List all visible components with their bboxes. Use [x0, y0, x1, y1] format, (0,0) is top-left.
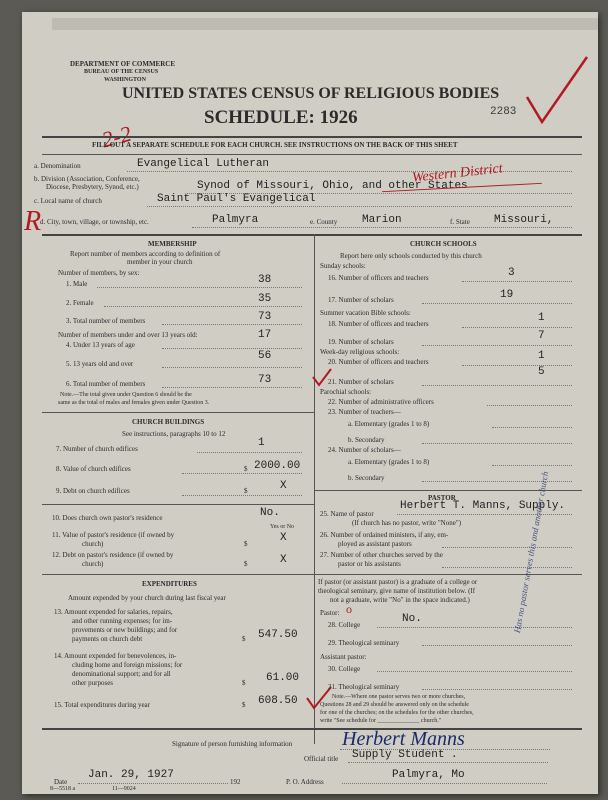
western-district-annotation: Western District: [411, 161, 504, 186]
q24-label: 24. Number of scholars—: [328, 446, 401, 454]
pastor-label: Pastor:: [320, 609, 340, 617]
q3-value: 73: [258, 311, 272, 323]
q20-label: 20. Number of officers and teachers: [328, 358, 429, 366]
pastor-inst-3: not a graduate, write "No" in the space indicated.): [330, 596, 470, 604]
dots: [147, 206, 572, 207]
section-rule: [42, 234, 582, 236]
q9-dollar: $: [244, 487, 248, 495]
dept-label: DEPARTMENT OF COMMERCE: [70, 60, 176, 68]
red-annotation-o: o: [346, 602, 352, 616]
q21-label: 21. Number of scholars: [328, 378, 394, 386]
q25-value: Herbert T. Manns, Supply.: [400, 500, 566, 512]
yes-no-label: Yes or No: [270, 524, 295, 530]
instructions: FILL OUT A SEPARATE SCHEDULE FOR EACH CHURCH. SEE INSTRUCTIONS ON THE BACK OF THIS SHEET: [92, 141, 458, 149]
division-label-2: Diocese, Presbytery, Synod, etc.): [46, 183, 139, 191]
age-label: Number of members under and over 13 years old:: [58, 331, 198, 339]
q5-label: 5. 13 years old and over: [66, 360, 134, 368]
membership-note-1: Note.—The total given under Question 6 should be the: [60, 392, 192, 398]
q29-label: 29. Theological seminary: [328, 639, 400, 647]
q11-label-1: 11. Value of pastor's residence (if owned by: [52, 531, 175, 539]
signature-value: Herbert Manns: [342, 728, 465, 750]
local-name-value: Saint Paul's Evangelical: [157, 193, 316, 205]
address-label: P. O. Address: [286, 778, 324, 786]
dots: [127, 171, 572, 172]
schedule-title: SCHEDULE: 1926: [204, 107, 358, 128]
q23a-label: a. Elementary (grades 1 to 8): [348, 420, 430, 428]
q6-value: 73: [258, 374, 272, 386]
red-check-icon: [310, 366, 334, 390]
dots: [97, 287, 302, 288]
q25-note: (If church has no pastor, write "None"): [352, 519, 462, 527]
q17-label: 17. Number of scholars: [328, 296, 394, 304]
dots: [162, 324, 302, 325]
red-annotation-r: R: [24, 206, 42, 237]
form-number: 8—5518 a: [50, 786, 76, 792]
county-value: Marion: [362, 214, 402, 226]
form-number-2: 11—9024: [112, 786, 136, 792]
dots: [162, 387, 302, 388]
q14-value: 61.00: [266, 672, 300, 684]
dots: [342, 783, 547, 784]
q13-label-4: payments on church debt: [72, 635, 143, 643]
dots: [78, 783, 228, 784]
q11-label-2: church): [82, 540, 104, 548]
membership-sub-1: Report number of members according to definition of: [70, 250, 221, 258]
dots: [422, 385, 572, 386]
q9-label: 9. Debt on church edifices: [56, 487, 130, 495]
q10-value: No.: [260, 507, 280, 519]
q2-value: 35: [258, 293, 272, 305]
official-title-value: Supply Student .: [352, 749, 458, 761]
buildings-sub: See instructions, paragraphs 10 to 12: [122, 430, 226, 438]
q1-label: 1. Male: [66, 280, 88, 288]
q18-value: 1: [538, 312, 545, 324]
expenditures-heading: EXPENDITURES: [142, 580, 197, 588]
bureau-label: BUREAU OF THE CENSUS: [84, 69, 159, 75]
q16-value: 3: [508, 267, 515, 279]
q13-value: 547.50: [258, 629, 298, 641]
city-label: d. City, town, village, or township, etc.: [40, 218, 149, 226]
q17-value: 19: [500, 289, 514, 301]
division-label-1: b. Division (Association, Conference,: [34, 175, 140, 183]
q13-label-3: provements or new buildings; and for: [72, 626, 178, 634]
date-suffix: 192: [230, 778, 241, 786]
q22-label: 22. Number of administrative officers: [328, 398, 434, 406]
dots: [422, 443, 572, 444]
state-label: f. State: [450, 218, 470, 226]
dots: [192, 227, 572, 228]
red-annotation-22: 2-2: [99, 120, 134, 153]
q4-label: 4. Under 13 years of age: [66, 341, 135, 349]
dots: [377, 627, 572, 628]
dots: [462, 365, 572, 366]
dots: [422, 689, 572, 690]
membership-sub-2: member in your church: [127, 258, 193, 266]
column-divider: [314, 234, 315, 744]
dots: [422, 645, 572, 646]
q24a-label: a. Elementary (grades 1 to 8): [348, 458, 430, 466]
q11-dollar: $: [244, 540, 248, 548]
dots: [422, 303, 572, 304]
q4-value: 17: [258, 329, 272, 341]
q28-value: No.: [402, 613, 422, 625]
dots: [397, 514, 572, 515]
dots: [162, 367, 302, 368]
membership-heading: MEMBERSHIP: [148, 240, 197, 248]
q21-value: 5: [538, 366, 545, 378]
dots: [182, 495, 302, 496]
address-value: Palmyra, Mo: [392, 769, 465, 781]
schools-sub: Report here only schools conducted by this church: [340, 252, 482, 260]
county-label: e. County: [310, 218, 338, 226]
division-value: Synod of Missouri, Ohio, and other States: [197, 180, 468, 192]
q12-value: X: [280, 554, 287, 566]
q31-label: 31. Theological seminary: [328, 683, 400, 691]
q30-label: 30. College: [328, 665, 361, 673]
summer-label: Summer vacation Bible schools:: [320, 309, 411, 317]
q7-label: 7. Number of church edifices: [56, 445, 138, 453]
pastor-note-3: for one of the churches; on the schedules for the other churches,: [320, 710, 474, 716]
q8-dollar: $: [244, 465, 248, 473]
q13-dollar: $: [242, 635, 246, 643]
dots: [348, 762, 548, 763]
census-schedule-page: [22, 12, 598, 794]
dots: [462, 281, 572, 282]
dots: [197, 452, 302, 453]
schools-heading: CHURCH SCHOOLS: [410, 240, 477, 248]
local-name-label: c. Local name of church: [34, 197, 102, 205]
q26-label-1: 26. Number of ordained ministers, if any, em-: [320, 531, 449, 539]
q2-label: 2. Female: [66, 299, 94, 307]
section-rule: [42, 412, 314, 413]
paper-edge: [52, 18, 598, 30]
city-label: WASHINGTON: [104, 77, 146, 83]
pastor-note-2: Questions 28 and 29 should be answered only on the schedule: [320, 702, 469, 708]
q24b-label: b. Secondary: [348, 474, 385, 482]
pastor-note-4: write "See schedule for ______________ church.": [320, 718, 442, 724]
city-value: Palmyra: [212, 214, 259, 226]
parochial-label: Parochial schools:: [320, 388, 372, 396]
expenditures-sub: Amount expended by your church during last fiscal year: [68, 594, 226, 602]
dots: [422, 481, 572, 482]
dots: [492, 465, 572, 466]
q27-label-1: 27. Number of other churches served by the: [320, 551, 443, 559]
header-rule: [42, 136, 582, 138]
dots: [487, 405, 572, 406]
q12-dollar: $: [244, 560, 248, 568]
q14-label-1: 14. Amount expended for benevolences, in-: [54, 652, 177, 660]
dots: [492, 427, 572, 428]
weekday-label: Week-day religious schools:: [320, 348, 400, 356]
stamp-number: 2283: [490, 106, 517, 118]
q18-label: 18. Number of officers and teachers: [328, 320, 429, 328]
q28-label: 28. College: [328, 621, 361, 629]
state-value: Missouri,: [494, 214, 554, 226]
pastor-note-1: Note.—Where one pastor serves two or more churches,: [332, 694, 466, 700]
q14-label-3: denominational support; and for all: [72, 670, 171, 678]
margin-pencil-note: Has no pastor serves this and another church: [512, 470, 551, 634]
denomination-label: a. Denomination: [34, 162, 81, 170]
q3-label: 3. Total number of members: [66, 317, 146, 325]
q10-label: 10. Does church own pastor's residence: [52, 514, 163, 522]
q16-label: 16. Number of officers and teachers: [328, 274, 429, 282]
q15-dollar: $: [242, 701, 246, 709]
q1-value: 38: [258, 274, 272, 286]
dots: [422, 345, 572, 346]
q8-label: 8. Value of church edifices: [56, 465, 131, 473]
dots: [104, 306, 302, 307]
dots: [377, 671, 572, 672]
q25-label: 25. Name of pastor: [320, 510, 374, 518]
instructions-rule: [42, 154, 582, 155]
q13-label-2: and other running expenses; for im-: [72, 617, 173, 625]
red-checkmark-icon: [522, 52, 592, 132]
q7-value: 1: [258, 437, 265, 449]
date-label: Date: [54, 778, 68, 786]
q15-label: 15. Total expenditures during year: [54, 701, 150, 709]
form-title: UNITED STATES CENSUS OF RELIGIOUS BODIES: [122, 85, 500, 102]
q15-value: 608.50: [258, 695, 298, 707]
dots: [442, 567, 572, 568]
denomination-value: Evangelical Lutheran: [137, 158, 270, 170]
q20-value: 1: [538, 350, 545, 362]
q5-value: 56: [258, 350, 272, 362]
q12-label-2: church): [82, 560, 104, 568]
footer-rule: [42, 728, 582, 730]
asst-pastor-label: Assistant pastor:: [320, 653, 367, 661]
membership-note-2: same as the total of males and females given under Question 3.: [58, 400, 210, 406]
dots: [462, 327, 572, 328]
pastor-inst-2: theological seminary, give name of institution below. (If: [318, 587, 476, 595]
q8-value: 2000.00: [254, 460, 301, 472]
by-sex-label: Number of members, by sex:: [58, 269, 140, 277]
q14-label-4: other purposes: [72, 679, 114, 687]
section-rule: [42, 504, 314, 505]
q14-dollar: $: [242, 679, 246, 687]
q6-label: 6. Total number of members: [66, 380, 146, 388]
official-title-label: Official title: [304, 755, 339, 763]
q13-label-1: 13. Amount expended for salaries, repairs,: [54, 608, 173, 616]
pastor-heading: PASTOR: [428, 494, 456, 502]
q19-value: 7: [538, 330, 545, 342]
section-rule: [42, 574, 314, 575]
dots: [442, 547, 572, 548]
q11-value: X: [280, 532, 287, 544]
signature-label: Signature of person furnishing information: [172, 740, 293, 748]
buildings-heading: CHURCH BUILDINGS: [132, 418, 205, 426]
q12-label-1: 12. Debt on pastor's residence (if owned by: [52, 551, 174, 559]
dots: [182, 473, 302, 474]
q9-value: X: [280, 480, 287, 492]
pastor-inst-1: If pastor (or assistant pastor) is a graduate of a college or: [318, 578, 478, 586]
q26-label-2: ployed as assistant pastors: [338, 540, 412, 548]
date-value: Jan. 29, 1927: [88, 769, 174, 781]
q14-label-2: cluding home and foreign missions; for: [72, 661, 183, 669]
sunday-label: Sunday schools:: [320, 262, 366, 270]
dots: [162, 348, 302, 349]
q27-label-2: pastor or his assistants: [338, 560, 401, 568]
section-rule: [314, 574, 582, 575]
q23b-label: b. Secondary: [348, 436, 385, 444]
q19-label: 19. Number of scholars: [328, 338, 394, 346]
q23-label: 23. Number of teachers—: [328, 408, 401, 416]
